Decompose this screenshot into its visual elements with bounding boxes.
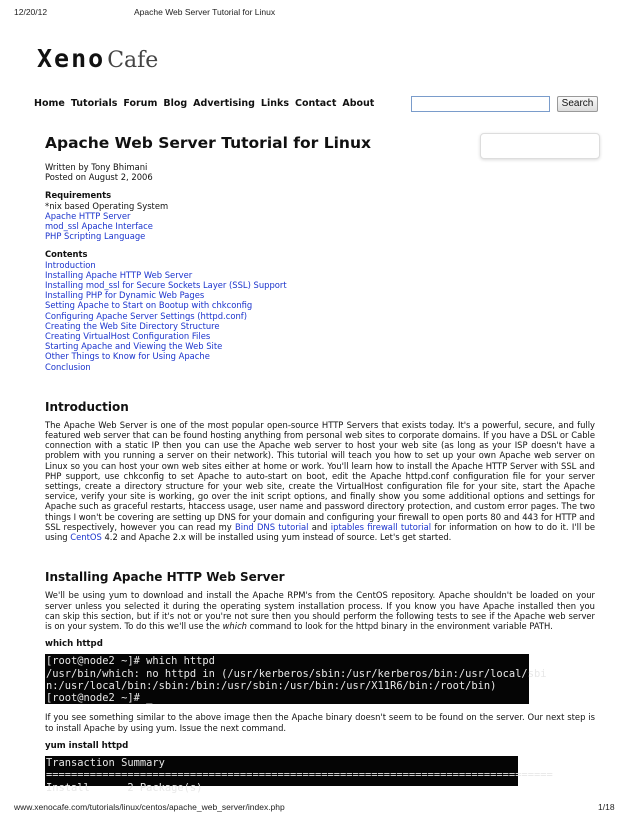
toc-link[interactable]: Installing Apache HTTP Web Server — [45, 269, 193, 280]
print-header-date: 12/20/12 — [14, 7, 48, 17]
install-text: We'll be using yum to download and install the Apache RPM's from the CentOS repository. Apache shouldn't be loaded on your server unless you selected it during the operating system installation process. If you know you have Apache installed then you can skip this section, but if it's not or you're not sure then you should perform the following tests to see if the Apache web server is on your system. To do this we'll use the — [45, 590, 595, 631]
nav-link-forum[interactable]: Forum — [123, 98, 158, 109]
main-nav — [34, 98, 374, 109]
centos-link[interactable]: CentOS — [70, 532, 102, 543]
requirements-links — [45, 211, 595, 242]
iptables-link[interactable]: iptables firewall tutorial — [330, 521, 432, 532]
toc-link[interactable]: Creating the Web Site Directory Structure — [45, 320, 220, 331]
site-logo[interactable] — [37, 44, 158, 76]
toc-link[interactable]: Conclusion — [45, 361, 91, 372]
bind-dns-link[interactable]: Bind DNS tutorial — [235, 521, 309, 532]
intro-paragraph — [45, 420, 595, 542]
terminal-line: [root@node2 ~]# which httpd — [46, 655, 215, 668]
contents-heading: Contents — [45, 249, 88, 260]
search-button[interactable]: Search — [557, 96, 598, 112]
requirements-heading: Requirements — [45, 190, 112, 201]
nav-link-advertising[interactable]: Advertising — [193, 98, 255, 109]
toc-link[interactable]: Setting Apache to Start on Bootup with chkconfig — [45, 300, 253, 311]
toc-link[interactable]: Creating VirtualHost Configuration Files — [45, 331, 211, 342]
intro-text: The Apache Web Server is one of the most popular open-source HTTP Servers that exists today. It's a powerful, secure, and fully featured web server that can be found hosting anything from personal web sites to corporate domains. If you have a DSL or Cable connection with a static IP then you can use the Apache web server to host your web site (as long as your ISP doesn't have a problem with you running a server on their network). This tutorial will teach you how to set up your own Apache web server on Linux so you can host your own web sites either at home or work. You'll learn how to install the Apache HTTP Server with SSL and PHP support, use chkconfig to set Apache to auto-start on boot, edit the Apache httpd.conf configuration file for your server settings, create a directory structure for your web site, create the VirtualHost configuration file for your site, start the Apache service, verify your site is working, go over the init script options, and finally show you some additional options and settings for Apache such as graceful restarts, htaccess usage, user name and password directory protection, and custom error pages. The two things I won't be covering are setting up DNS for your domain and configuring your firewall to open ports 80 and 443 for HTTP and SSL respectively, however you can read my — [45, 419, 595, 532]
requirement-link[interactable]: mod_ssl Apache Interface — [45, 221, 153, 232]
terminal-line: n:/usr/local/bin:/sbin:/bin:/usr/sbin:/usr/bin:/usr/X11R6/bin:/root/bin) — [46, 679, 497, 692]
nav-link-home[interactable]: Home — [34, 98, 65, 109]
requirement-link[interactable]: PHP Scripting Language — [45, 231, 146, 242]
terminal-line: [root@node2 ~]# _ — [46, 692, 153, 705]
toc-link[interactable]: Other Things to Know for Using Apache — [45, 351, 210, 362]
intro-text: and — [308, 521, 331, 532]
nav-link-about[interactable]: About — [342, 98, 375, 109]
requirement-link[interactable]: Apache HTTP Server — [45, 210, 131, 221]
logo-xeno: Xeno — [37, 44, 106, 73]
print-footer-url: www.xenocafe.com/tutorials/linux/centos/apache_web_server/index.php — [14, 802, 285, 812]
requirements-text: *nix based Operating System — [45, 200, 169, 211]
section-heading-installing-apache: Installing Apache HTTP Web Server — [45, 570, 285, 585]
terminal-screenshot — [45, 654, 547, 705]
install-paragraph — [45, 590, 595, 631]
toc-link[interactable]: Installing PHP for Dynamic Web Pages — [45, 290, 205, 301]
nav-link-contact[interactable]: Contact — [294, 98, 337, 109]
terminal-line: Install 2 Package(s) — [46, 781, 203, 794]
logo-cafe: Cafe — [107, 48, 159, 73]
page-title: Apache Web Server Tutorial for Linux — [45, 134, 371, 152]
toc-link[interactable]: Configuring Apache Server Settings (httpd.conf) — [45, 310, 247, 321]
terminal-line: ================================================================================= — [46, 769, 553, 782]
install-text: command to look for the httpd binary in the environment variable PATH. — [246, 620, 553, 631]
section-heading-introduction: Introduction — [45, 399, 129, 414]
terminal-line: Transaction Summary — [46, 756, 165, 769]
after-terminal-paragraph: If you see something similar to the above image then the Apache binary doesn't seem to be found on the server. Our next step is to install Apache by using yum. Issue the next command. — [45, 712, 595, 733]
intro-text: 4.2 and Apache 2.x will be installed using yum instead of source. Let's get started. — [101, 532, 452, 543]
terminal-line: /usr/bin/which: no httpd in (/usr/kerberos/sbin:/usr/kerberos/bin:/usr/local/sbi — [46, 667, 547, 680]
install-text-emphasis: which — [222, 620, 247, 631]
nav-link-links[interactable]: Links — [260, 98, 289, 109]
search-input[interactable] — [411, 96, 550, 112]
command-label: yum install httpd — [45, 740, 129, 751]
command-label: which httpd — [45, 639, 103, 650]
terminal-screenshot — [45, 756, 553, 794]
nav-link-blog[interactable]: Blog — [163, 98, 188, 109]
nav-link-tutorials[interactable]: Tutorials — [70, 98, 118, 109]
byline: Written by Tony Bhimani — [45, 162, 148, 172]
article — [45, 134, 596, 794]
toc-link[interactable]: Introduction — [45, 259, 96, 270]
table-of-contents — [45, 260, 595, 372]
print-footer-page: 1/18 — [598, 802, 615, 812]
toc-link[interactable]: Installing mod_ssl for Secure Sockets Layer (SSL) Support — [45, 280, 287, 291]
intro-text: for information on how to do it. I'll be using — [45, 521, 596, 543]
print-header-title: Apache Web Server Tutorial for Linux — [134, 7, 276, 17]
toc-link[interactable]: Starting Apache and Viewing the Web Site — [45, 341, 223, 352]
posted-date: Posted on August 2, 2006 — [45, 172, 153, 183]
